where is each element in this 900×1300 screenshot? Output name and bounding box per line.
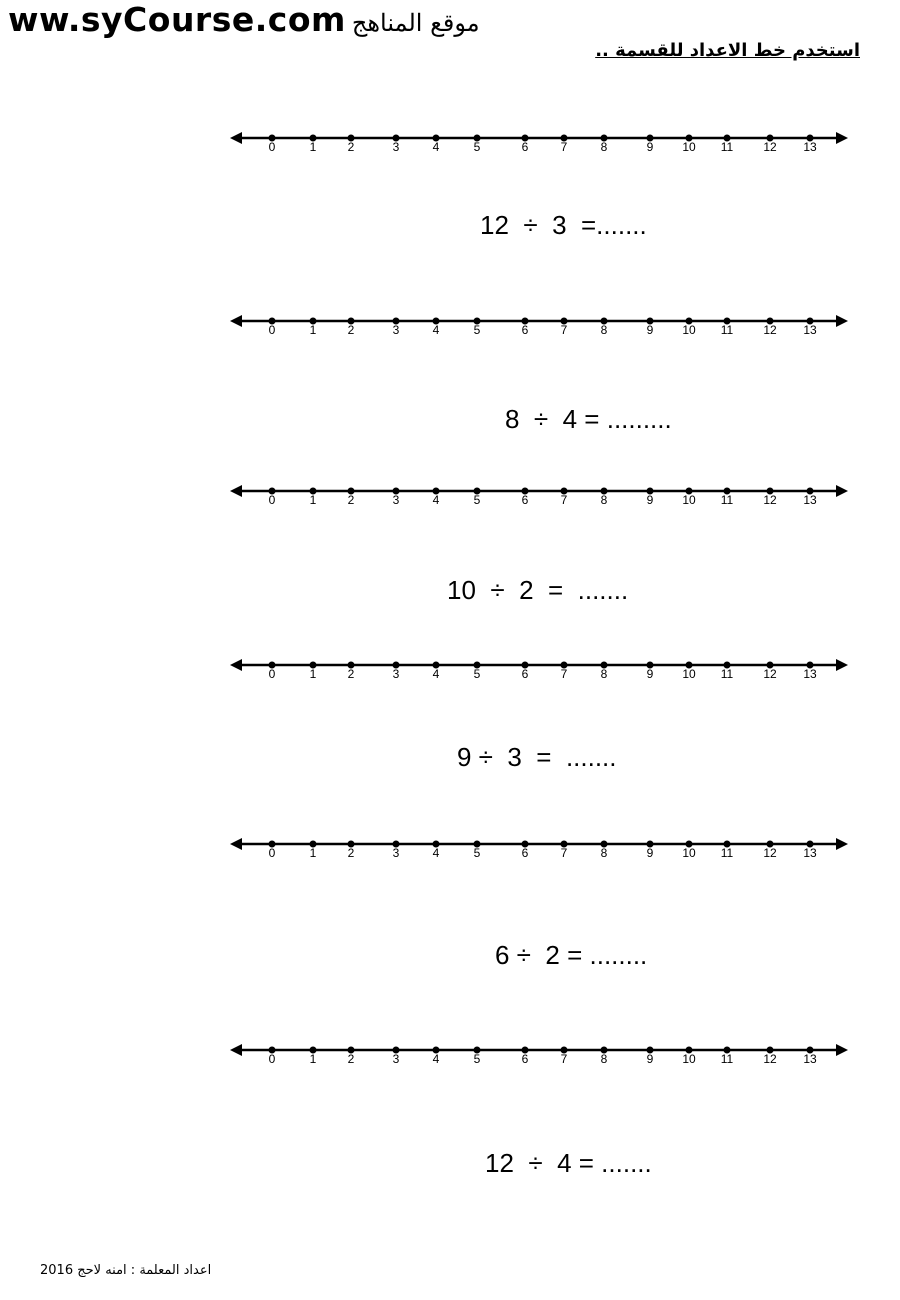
tick-label: 11 xyxy=(720,1052,734,1066)
tick-label: 6 xyxy=(521,1052,529,1066)
site-header xyxy=(8,0,480,40)
left-arrow-icon xyxy=(230,315,242,327)
tick-label: 3 xyxy=(392,846,400,860)
tick-label: 2 xyxy=(347,846,355,860)
tick-label: 1 xyxy=(309,140,317,154)
left-arrow-icon xyxy=(230,132,242,144)
tick-label: 9 xyxy=(646,846,654,860)
tick-label: 5 xyxy=(473,667,481,681)
tick-label: 0 xyxy=(268,1052,276,1066)
tick-label: 12 xyxy=(763,846,777,860)
number-line-graphic xyxy=(230,311,850,351)
tick-label: 8 xyxy=(600,140,608,154)
tick-label: 10 xyxy=(682,846,696,860)
number-line-graphic xyxy=(230,1040,850,1080)
tick-label: 11 xyxy=(720,323,734,337)
number-line xyxy=(230,481,850,521)
tick-label: 9 xyxy=(646,140,654,154)
tick-label: 6 xyxy=(521,667,529,681)
tick-label: 0 xyxy=(268,140,276,154)
tick-label: 8 xyxy=(600,323,608,337)
tick-label: 11 xyxy=(720,493,734,507)
right-arrow-icon xyxy=(836,485,848,497)
left-arrow-icon xyxy=(230,1044,242,1056)
number-line xyxy=(230,311,850,351)
instruction-heading: استخدم خط الاعداد للقسمة .. xyxy=(595,40,860,61)
tick-label: 4 xyxy=(432,1052,440,1066)
tick-label: 7 xyxy=(560,667,568,681)
right-arrow-icon xyxy=(836,659,848,671)
tick-label: 3 xyxy=(392,323,400,337)
tick-label: 4 xyxy=(432,667,440,681)
division-problem-2: 8 ÷ 4 = ......... xyxy=(505,404,672,434)
tick-label: 12 xyxy=(763,323,777,337)
tick-label: 1 xyxy=(309,323,317,337)
number-line xyxy=(230,834,850,874)
number-line xyxy=(230,655,850,695)
tick-label: 6 xyxy=(521,140,529,154)
tick-label: 13 xyxy=(803,323,817,337)
site-url: ww.syCourse.com xyxy=(8,0,346,39)
tick-label: 12 xyxy=(763,667,777,681)
tick-label: 3 xyxy=(392,667,400,681)
tick-label: 13 xyxy=(803,140,817,154)
division-problem-6: 12 ÷ 4 = ....... xyxy=(485,1148,652,1178)
tick-label: 8 xyxy=(600,493,608,507)
tick-label: 8 xyxy=(600,667,608,681)
tick-label: 13 xyxy=(803,846,817,860)
tick-label: 5 xyxy=(473,140,481,154)
tick-label: 8 xyxy=(600,1052,608,1066)
tick-label: 10 xyxy=(682,667,696,681)
tick-label: 9 xyxy=(646,493,654,507)
tick-label: 9 xyxy=(646,323,654,337)
number-line-graphic xyxy=(230,655,850,695)
left-arrow-icon xyxy=(230,485,242,497)
tick-label: 12 xyxy=(763,140,777,154)
tick-label: 1 xyxy=(309,846,317,860)
tick-label: 1 xyxy=(309,667,317,681)
tick-label: 5 xyxy=(473,323,481,337)
tick-label: 7 xyxy=(560,323,568,337)
site-name: موقع المناهج xyxy=(351,9,480,37)
tick-label: 4 xyxy=(432,493,440,507)
tick-label: 3 xyxy=(392,493,400,507)
tick-label: 2 xyxy=(347,493,355,507)
tick-label: 13 xyxy=(803,493,817,507)
tick-label: 0 xyxy=(268,846,276,860)
tick-label: 3 xyxy=(392,1052,400,1066)
tick-label: 10 xyxy=(682,323,696,337)
tick-label: 0 xyxy=(268,493,276,507)
number-line xyxy=(230,1040,850,1080)
division-problem-1: 12 ÷ 3 =....... xyxy=(480,210,647,240)
tick-label: 3 xyxy=(392,140,400,154)
number-line-graphic xyxy=(230,834,850,874)
tick-label: 2 xyxy=(347,323,355,337)
right-arrow-icon xyxy=(836,132,848,144)
tick-label: 7 xyxy=(560,493,568,507)
number-line-graphic xyxy=(230,128,850,168)
tick-label: 8 xyxy=(600,846,608,860)
tick-label: 5 xyxy=(473,1052,481,1066)
tick-label: 4 xyxy=(432,140,440,154)
tick-label: 6 xyxy=(521,323,529,337)
tick-label: 6 xyxy=(521,493,529,507)
tick-label: 12 xyxy=(763,493,777,507)
tick-label: 4 xyxy=(432,846,440,860)
tick-label: 13 xyxy=(803,1052,817,1066)
tick-label: 1 xyxy=(309,1052,317,1066)
footer-credit: اعداد المعلمة : امنه لاحج 2016 xyxy=(40,1263,212,1278)
tick-label: 11 xyxy=(720,846,734,860)
tick-label: 9 xyxy=(646,1052,654,1066)
tick-label: 2 xyxy=(347,1052,355,1066)
tick-label: 11 xyxy=(720,140,734,154)
right-arrow-icon xyxy=(836,1044,848,1056)
tick-label: 7 xyxy=(560,1052,568,1066)
tick-label: 4 xyxy=(432,323,440,337)
right-arrow-icon xyxy=(836,315,848,327)
right-arrow-icon xyxy=(836,838,848,850)
tick-label: 7 xyxy=(560,846,568,860)
division-problem-3: 10 ÷ 2 = ....... xyxy=(447,575,629,605)
tick-label: 9 xyxy=(646,667,654,681)
tick-label: 5 xyxy=(473,846,481,860)
tick-label: 10 xyxy=(682,493,696,507)
tick-label: 10 xyxy=(682,1052,696,1066)
number-line-graphic xyxy=(230,481,850,521)
division-problem-4: 9 ÷ 3 = ....... xyxy=(457,742,617,772)
left-arrow-icon xyxy=(230,838,242,850)
tick-label: 11 xyxy=(720,667,734,681)
tick-label: 7 xyxy=(560,140,568,154)
tick-label: 2 xyxy=(347,667,355,681)
tick-label: 12 xyxy=(763,1052,777,1066)
tick-label: 0 xyxy=(268,667,276,681)
tick-label: 1 xyxy=(309,493,317,507)
number-line xyxy=(230,128,850,168)
tick-label: 13 xyxy=(803,667,817,681)
division-problem-5: 6 ÷ 2 = ........ xyxy=(495,940,648,970)
tick-label: 0 xyxy=(268,323,276,337)
tick-label: 2 xyxy=(347,140,355,154)
tick-label: 6 xyxy=(521,846,529,860)
tick-label: 5 xyxy=(473,493,481,507)
tick-label: 10 xyxy=(682,140,696,154)
left-arrow-icon xyxy=(230,659,242,671)
